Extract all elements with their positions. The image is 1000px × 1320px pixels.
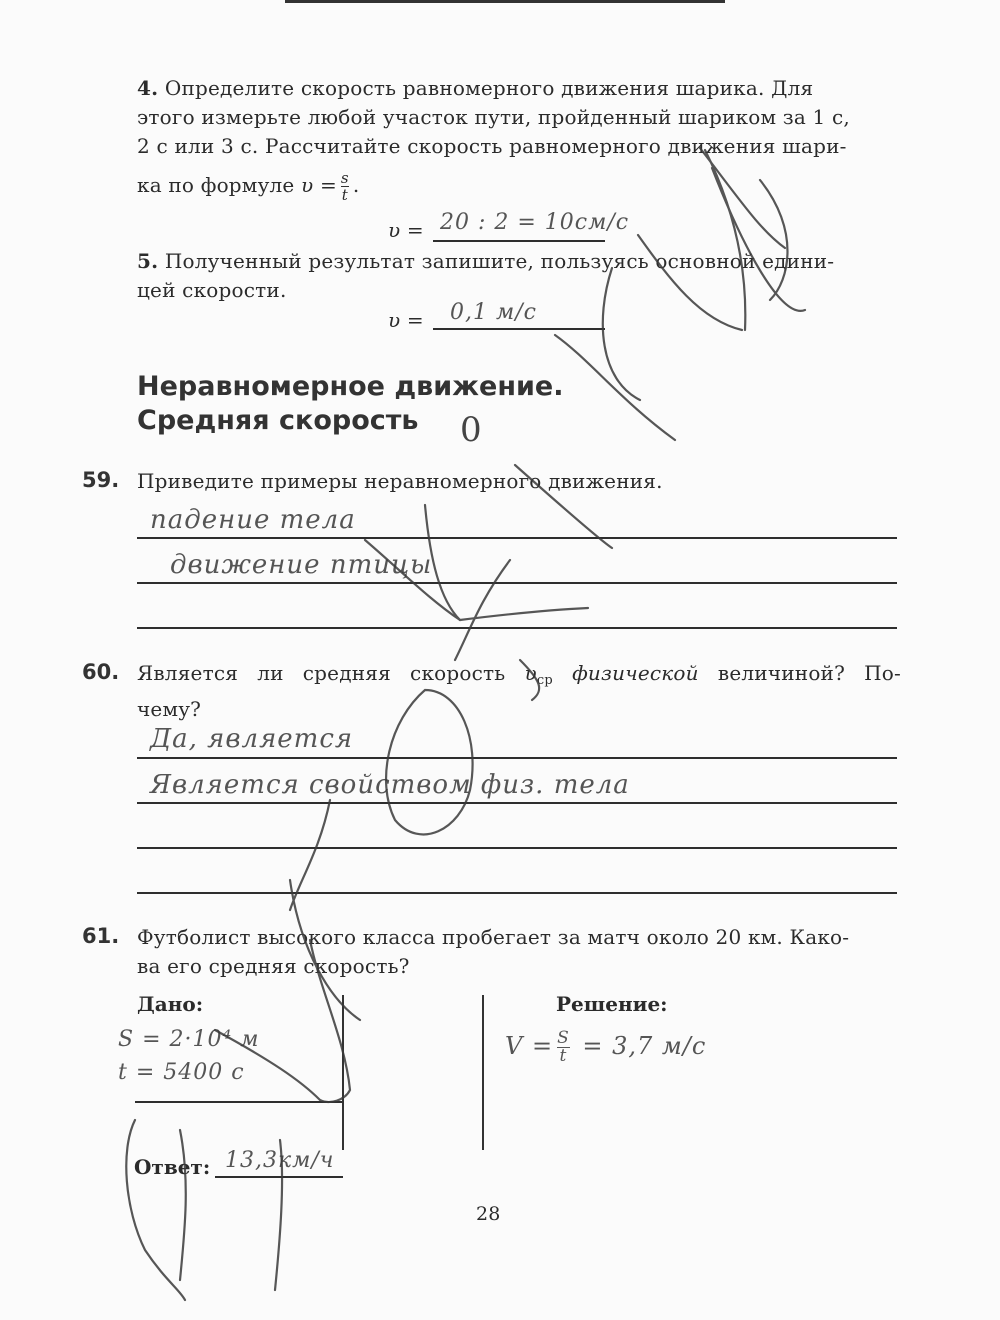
formula-v: υ = <box>301 173 337 197</box>
given-line-s[interactable]: S = 2·10⁴ м <box>118 1027 260 1052</box>
task5-answer-label: υ = <box>388 308 424 332</box>
q60-rule-1 <box>137 757 897 759</box>
scribble-stroke-14 <box>290 800 330 910</box>
q61-number: 61. <box>82 924 120 948</box>
q60-text-after: величиной? По- <box>717 661 902 685</box>
given-rule <box>135 1101 343 1103</box>
task4-formula-line <box>137 165 359 205</box>
solution-prefix: V = <box>505 1032 554 1060</box>
scribble-stroke-5 <box>555 335 675 440</box>
page-top-edge <box>285 0 725 3</box>
q59-rule-3 <box>137 627 897 629</box>
q60-number: 60. <box>82 660 120 684</box>
solution-numerator: S <box>557 1028 570 1048</box>
given-divider <box>342 995 344 1150</box>
q59-rule-1 <box>137 537 897 539</box>
solution-result: = 3,7 м/с <box>582 1032 707 1060</box>
q59-answer-line-2[interactable]: движение птицы <box>170 550 433 580</box>
q60-rule-4 <box>137 892 897 894</box>
formula-period: . <box>352 173 360 197</box>
q60-text-italic: физической <box>572 661 699 685</box>
task4-answer-label: υ = <box>388 218 424 242</box>
given-label: Дано: <box>137 992 204 1016</box>
section-title <box>137 370 564 438</box>
scribble-stroke-17 <box>180 1130 186 1280</box>
q60-answer-line-1[interactable]: Да, является <box>150 724 354 754</box>
task4-line2: этого измерьте любой участок пути, пройденный шариком за 1 с, <box>137 105 850 129</box>
q61-text <box>137 923 901 981</box>
scribble-stroke-11 <box>460 608 588 620</box>
q60-symbol-v: υ <box>524 661 537 685</box>
q59-rule-2 <box>137 582 897 584</box>
q61-line1: Футболист высокого класса пробегает за матч около 20 км. Како- <box>137 925 850 949</box>
task5-answer-line <box>433 328 605 330</box>
scribble-stroke-12 <box>455 560 510 660</box>
task4-answer-field[interactable]: 20 : 2 = 10см/с <box>440 210 630 235</box>
solution-label: Решение: <box>556 992 668 1016</box>
task4-line1: Определите скорость равномерного движения шарика. Для <box>164 76 814 100</box>
q59-answer-line-1[interactable]: падение тела <box>150 505 356 535</box>
task4-number: 4. <box>137 76 159 100</box>
page-number: 28 <box>476 1203 501 1225</box>
fraction-denominator: t <box>341 186 348 204</box>
task5-text <box>137 247 901 305</box>
section-title-line2: Средняя скорость <box>137 405 419 436</box>
given-line-t[interactable]: t = 5400 с <box>118 1060 245 1085</box>
answer-rule <box>215 1176 343 1178</box>
q60-line2: чему? <box>137 697 202 721</box>
q59-number: 59. <box>82 468 120 492</box>
task4-line4: ка по формуле <box>137 173 295 197</box>
q60-symbol <box>524 661 553 688</box>
scribble-stroke-16 <box>126 1120 185 1300</box>
q61-line2: ва его средняя скорость? <box>137 954 410 978</box>
grade-mark: 0 <box>460 410 483 450</box>
q60-rule-3 <box>137 847 897 849</box>
task5-line1: Полученный результат запишите, пользуясь основной едини- <box>164 249 835 273</box>
answer-field[interactable]: 13,3км/ч <box>225 1148 335 1173</box>
task4-line3: 2 с или 3 с. Рассчитайте скорость равномерного движения шари- <box>137 134 847 158</box>
q60-answer-line-2[interactable]: Является свойством физ. тела <box>150 770 630 800</box>
section-title-line1: Неравномерное движение. <box>137 371 564 402</box>
task5-answer-field[interactable]: 0,1 м/с <box>450 300 537 325</box>
fraction-numerator: s <box>340 169 349 187</box>
solution-denominator: t <box>559 1046 568 1066</box>
solution-fraction <box>557 1030 570 1065</box>
task5-line2: цей скорости. <box>137 278 287 302</box>
task4-answer-line <box>433 240 605 242</box>
formula-fraction <box>341 170 349 203</box>
scribble-stroke-1 <box>700 148 785 248</box>
q60-text-before: Является ли средняя скорость <box>137 661 506 685</box>
q60-symbol-sub: ср <box>536 673 553 688</box>
task4-text <box>137 74 901 161</box>
q60-text <box>137 659 901 724</box>
q60-rule-2 <box>137 802 897 804</box>
q59-text: Приведите примеры неравномерного движения. <box>137 469 663 493</box>
solution-formula[interactable] <box>505 1030 706 1065</box>
answer-label: Ответ: <box>134 1155 211 1179</box>
task5-number: 5. <box>137 249 159 273</box>
solution-divider <box>482 995 484 1150</box>
